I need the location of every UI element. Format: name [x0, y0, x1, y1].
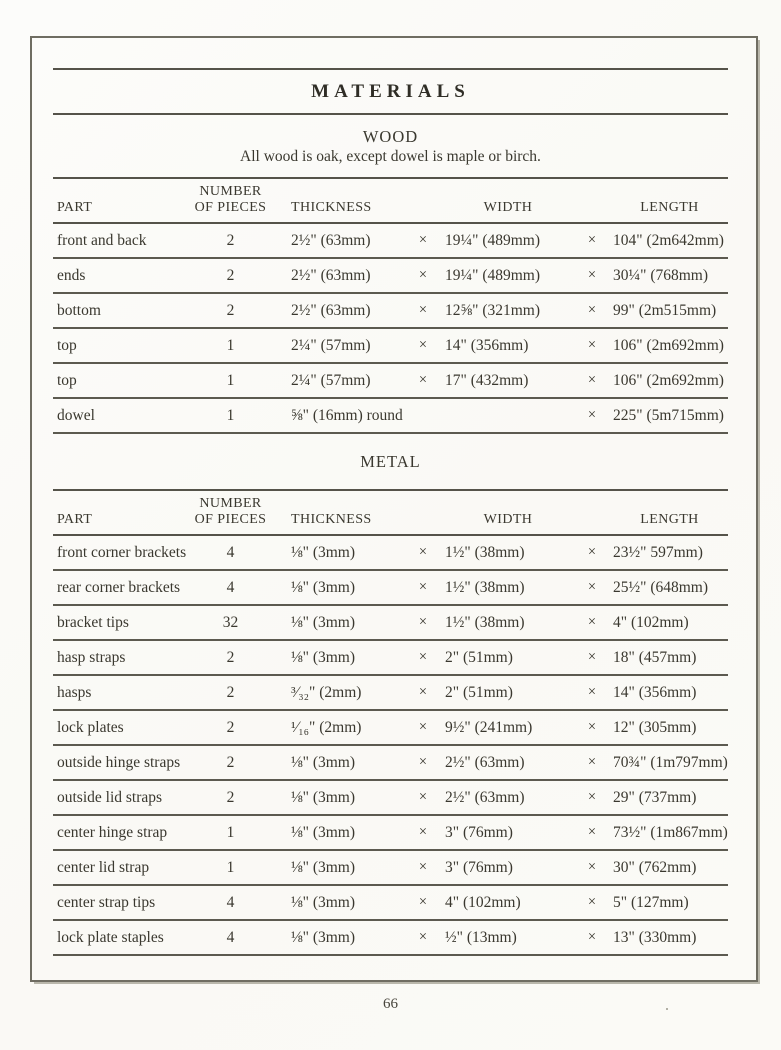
part-cell: hasp straps [57, 649, 126, 666]
pieces-cell: 4 [226, 894, 235, 911]
wood-note: All wood is oak, except dowel is maple or birch. [240, 147, 541, 165]
table-row [53, 223, 728, 258]
header-part: PART [57, 512, 93, 527]
table-row [53, 328, 728, 363]
table-row [53, 605, 728, 640]
multiply-sign: × [587, 719, 597, 735]
part-cell: lock plates [57, 719, 124, 736]
pieces-cell: 32 [222, 614, 239, 631]
thickness-cell: ¹⁄₁₆" (2mm) [291, 719, 362, 736]
page-number: 66 [383, 996, 398, 1012]
metal-section-heading [53, 434, 728, 489]
pieces-cell: 2 [226, 232, 235, 249]
pieces-cell: 1 [226, 337, 235, 354]
pieces-cell: 4 [226, 579, 235, 596]
part-cell: top [57, 337, 77, 354]
part-cell: outside lid straps [57, 789, 163, 806]
width-cell: ½" (13mm) [445, 929, 517, 946]
thickness-cell: 2½" (63mm) [291, 232, 371, 249]
length-cell: 73½" (1m867mm) [613, 824, 728, 841]
multiply-sign: × [587, 579, 597, 595]
length-cell: 18" (457mm) [613, 649, 697, 666]
length-cell: 70¾" (1m797mm) [613, 754, 728, 771]
pieces-cell: 1 [226, 407, 235, 424]
multiply-sign: × [587, 372, 597, 388]
header-spacer [403, 490, 443, 535]
thickness-cell: ⅛" (3mm) [291, 859, 356, 876]
width-cell: 4" (102mm) [445, 894, 521, 911]
multiply-sign: × [587, 859, 597, 875]
part-cell: center hinge strap [57, 824, 168, 841]
metal-table [53, 489, 728, 956]
header-part: PART [57, 200, 93, 215]
multiply-sign: × [418, 372, 428, 388]
pieces-cell: 2 [226, 649, 235, 666]
multiply-sign: × [418, 824, 428, 840]
multiply-sign: × [418, 649, 428, 665]
scan-speck [666, 1008, 668, 1010]
length-cell: 30¼" (768mm) [613, 267, 709, 284]
thickness-cell: ⅝" (16mm) round [291, 407, 403, 424]
multiply-sign: × [587, 614, 597, 630]
header-pieces-line2: OF PIECES [194, 200, 267, 215]
length-cell: 23½" 597mm) [613, 544, 703, 561]
part-cell: front and back [57, 232, 147, 249]
width-cell: 2" (51mm) [445, 684, 513, 701]
table-row [53, 258, 728, 293]
header-spacer [403, 178, 443, 223]
length-cell: 30" (762mm) [613, 859, 697, 876]
part-cell: rear corner brackets [57, 579, 181, 596]
multiply-sign [403, 398, 443, 433]
multiply-sign: × [587, 789, 597, 805]
part-cell: lock plate staples [57, 929, 164, 946]
pieces-cell: 1 [226, 824, 235, 841]
pieces-cell: 2 [226, 754, 235, 771]
header-spacer [573, 178, 611, 223]
multiply-sign: × [418, 684, 428, 700]
multiply-sign: × [418, 544, 428, 560]
pieces-cell: 4 [226, 544, 235, 561]
header-length: LENGTH [640, 512, 699, 527]
part-cell: dowel [57, 407, 95, 424]
section-title-metal: METAL [360, 451, 421, 471]
multiply-sign: × [587, 302, 597, 318]
header-number-of-pieces [183, 490, 278, 535]
header-width: WIDTH [483, 200, 533, 215]
part-cell: top [57, 372, 77, 389]
thickness-cell: 2½" (63mm) [291, 302, 371, 319]
width-cell: 3" (76mm) [445, 824, 513, 841]
pieces-cell: 1 [226, 372, 235, 389]
width-cell: 19¼" (489mm) [445, 267, 541, 284]
width-cell: 3" (76mm) [445, 859, 513, 876]
multiply-sign: × [418, 337, 428, 353]
table-row [53, 293, 728, 328]
table-row [53, 710, 728, 745]
pieces-cell: 2 [226, 719, 235, 736]
length-cell: 29" (737mm) [613, 789, 697, 806]
title-band [53, 70, 728, 113]
table-row [53, 363, 728, 398]
page-title: MATERIALS [311, 80, 470, 102]
header-pieces-line2: OF PIECES [194, 512, 267, 527]
header-spacer [573, 490, 611, 535]
wood-table [53, 177, 728, 434]
thickness-cell: ⅛" (3mm) [291, 929, 356, 946]
length-cell: 4" (102mm) [613, 614, 689, 631]
header-pieces-line1: NUMBER [199, 184, 262, 199]
multiply-sign: × [587, 267, 597, 283]
width-cell: 2" (51mm) [445, 649, 513, 666]
table-row [53, 815, 728, 850]
wood-section-heading [53, 115, 728, 177]
table-row [53, 745, 728, 780]
length-cell: 14" (356mm) [613, 684, 697, 701]
length-cell: 104" (2m642mm) [613, 232, 724, 249]
pieces-cell: 1 [226, 859, 235, 876]
multiply-sign: × [418, 302, 428, 318]
thickness-cell: ⅛" (3mm) [291, 824, 356, 841]
table-row [53, 780, 728, 815]
header-width: WIDTH [483, 512, 533, 527]
part-cell: outside hinge straps [57, 754, 181, 771]
pieces-cell: 2 [226, 267, 235, 284]
table-row [53, 535, 728, 570]
metal-table-header-row [53, 490, 728, 535]
multiply-sign: × [587, 337, 597, 353]
length-cell: 12" (305mm) [613, 719, 697, 736]
length-cell: 106" (2m692mm) [613, 337, 724, 354]
wood-table-header-row [53, 178, 728, 223]
multiply-sign: × [418, 789, 428, 805]
pieces-cell: 4 [226, 929, 235, 946]
pieces-cell: 2 [226, 684, 235, 701]
multiply-sign: × [418, 859, 428, 875]
length-cell: 5" (127mm) [613, 894, 689, 911]
width-cell: 9½" (241mm) [445, 719, 533, 736]
header-thickness: THICKNESS [291, 512, 372, 527]
table-row [53, 885, 728, 920]
thickness-cell: ⅛" (3mm) [291, 544, 356, 561]
table-row [53, 850, 728, 885]
part-cell: bracket tips [57, 614, 129, 631]
thickness-cell: 2½" (63mm) [291, 267, 371, 284]
table-row [53, 570, 728, 605]
thickness-cell: 2¼" (57mm) [291, 372, 371, 389]
multiply-sign: × [418, 232, 428, 248]
width-cell: 2½" (63mm) [445, 789, 525, 806]
part-cell: center strap tips [57, 894, 156, 911]
thickness-cell: ⅛" (3mm) [291, 789, 356, 806]
multiply-sign: × [587, 232, 597, 248]
width-cell: 17" (432mm) [445, 372, 529, 389]
part-cell: center lid strap [57, 859, 150, 876]
width-cell: 12⅝" (321mm) [445, 302, 541, 319]
multiply-sign: × [587, 649, 597, 665]
width-cell: 19¼" (489mm) [445, 232, 541, 249]
length-cell: 99" (2m515mm) [613, 302, 717, 319]
multiply-sign: × [587, 894, 597, 910]
table-row [53, 640, 728, 675]
table-row [53, 398, 728, 433]
table-row [53, 675, 728, 710]
multiply-sign: × [587, 407, 597, 423]
header-number-of-pieces [183, 178, 278, 223]
multiply-sign: × [587, 544, 597, 560]
width-cell: 14" (356mm) [445, 337, 529, 354]
multiply-sign: × [418, 579, 428, 595]
length-cell: 225" (5m715mm) [613, 407, 724, 424]
page-border-frame [30, 36, 758, 982]
page-content [53, 68, 728, 956]
multiply-sign: × [587, 684, 597, 700]
part-cell: hasps [57, 684, 92, 701]
length-cell: 106" (2m692mm) [613, 372, 724, 389]
width-cell: 1½" (38mm) [445, 614, 525, 631]
header-length: LENGTH [640, 200, 699, 215]
thickness-cell: ⅛" (3mm) [291, 649, 356, 666]
pieces-cell: 2 [226, 789, 235, 806]
multiply-sign: × [587, 929, 597, 945]
multiply-sign: × [418, 719, 428, 735]
thickness-cell: ³⁄₃₂" (2mm) [291, 684, 362, 701]
metal-table-body [53, 535, 728, 955]
thickness-cell: ⅛" (3mm) [291, 894, 356, 911]
pieces-cell: 2 [226, 302, 235, 319]
multiply-sign: × [418, 614, 428, 630]
multiply-sign: × [418, 267, 428, 283]
width-cell [443, 398, 573, 433]
width-cell: 1½" (38mm) [445, 544, 525, 561]
thickness-cell: ⅛" (3mm) [291, 614, 356, 631]
thickness-cell: ⅛" (3mm) [291, 579, 356, 596]
multiply-sign: × [587, 754, 597, 770]
section-title-wood: WOOD [362, 126, 419, 146]
length-cell: 25½" (648mm) [613, 579, 709, 596]
thickness-cell: 2¼" (57mm) [291, 337, 371, 354]
part-cell: ends [57, 267, 86, 284]
thickness-cell: ⅛" (3mm) [291, 754, 356, 771]
part-cell: front corner brackets [57, 544, 187, 561]
header-pieces-line1: NUMBER [199, 496, 262, 511]
multiply-sign: × [418, 929, 428, 945]
multiply-sign: × [587, 824, 597, 840]
width-cell: 2½" (63mm) [445, 754, 525, 771]
table-row [53, 920, 728, 955]
header-thickness: THICKNESS [291, 200, 372, 215]
part-cell: bottom [57, 302, 101, 319]
multiply-sign: × [418, 754, 428, 770]
length-cell: 13" (330mm) [613, 929, 697, 946]
multiply-sign: × [418, 894, 428, 910]
wood-table-body [53, 223, 728, 433]
width-cell: 1½" (38mm) [445, 579, 525, 596]
